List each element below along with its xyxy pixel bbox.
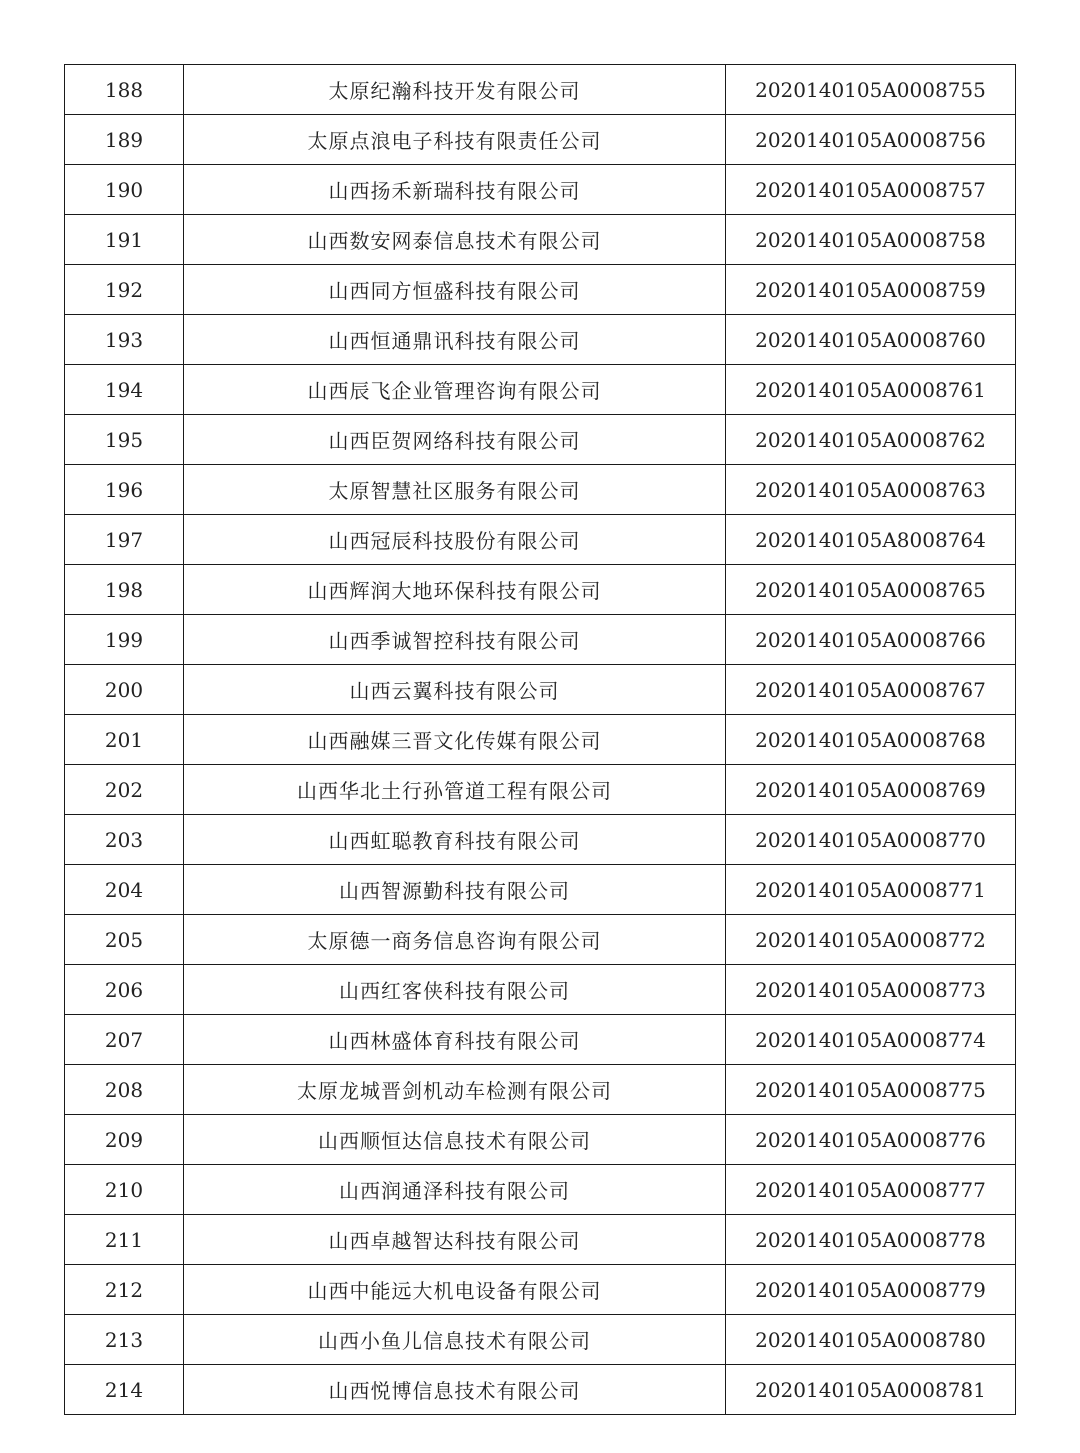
company-name-cell: 山西恒通鼎讯科技有限公司	[184, 315, 726, 365]
company-name-cell: 山西卓越智达科技有限公司	[184, 1215, 726, 1265]
registration-code-cell: 2020140105A0008773	[726, 965, 1016, 1015]
table-row	[65, 815, 1016, 865]
registration-code-cell: 2020140105A0008756	[726, 115, 1016, 165]
table-row	[65, 515, 1016, 565]
row-number-cell: 199	[65, 615, 184, 665]
company-name-cell: 山西小鱼儿信息技术有限公司	[184, 1315, 726, 1365]
row-number-cell: 204	[65, 865, 184, 915]
table-row	[65, 1065, 1016, 1115]
document-page	[64, 64, 1015, 1415]
registration-code-cell: 2020140105A0008780	[726, 1315, 1016, 1365]
registration-code-cell: 2020140105A0008765	[726, 565, 1016, 615]
row-number-cell: 212	[65, 1265, 184, 1315]
row-number-cell: 206	[65, 965, 184, 1015]
table-row	[65, 715, 1016, 765]
registration-code-cell: 2020140105A0008759	[726, 265, 1016, 315]
registration-code-cell: 2020140105A0008779	[726, 1265, 1016, 1315]
company-name-cell: 山西数安网泰信息技术有限公司	[184, 215, 726, 265]
registration-code-cell: 2020140105A0008776	[726, 1115, 1016, 1165]
registration-code-cell: 2020140105A0008772	[726, 915, 1016, 965]
company-name-cell: 山西林盛体育科技有限公司	[184, 1015, 726, 1065]
row-number-cell: 207	[65, 1015, 184, 1065]
row-number-cell: 193	[65, 315, 184, 365]
row-number-cell: 209	[65, 1115, 184, 1165]
registration-code-cell: 2020140105A0008758	[726, 215, 1016, 265]
registration-code-cell: 2020140105A0008767	[726, 665, 1016, 715]
table-row	[65, 765, 1016, 815]
row-number-cell: 211	[65, 1215, 184, 1265]
registration-code-cell: 2020140105A8008764	[726, 515, 1016, 565]
company-name-cell: 山西虹聪教育科技有限公司	[184, 815, 726, 865]
company-name-cell: 山西季诚智控科技有限公司	[184, 615, 726, 665]
row-number-cell: 189	[65, 115, 184, 165]
registration-code-cell: 2020140105A0008760	[726, 315, 1016, 365]
table-row	[65, 415, 1016, 465]
table-row	[65, 215, 1016, 265]
company-name-cell: 太原智慧社区服务有限公司	[184, 465, 726, 515]
row-number-cell: 201	[65, 715, 184, 765]
table-row	[65, 1015, 1016, 1065]
company-name-cell: 太原点浪电子科技有限责任公司	[184, 115, 726, 165]
row-number-cell: 191	[65, 215, 184, 265]
registration-code-cell: 2020140105A0008769	[726, 765, 1016, 815]
table-row	[65, 915, 1016, 965]
registration-code-cell: 2020140105A0008781	[726, 1365, 1016, 1415]
company-name-cell: 山西智源勤科技有限公司	[184, 865, 726, 915]
table-row	[65, 1315, 1016, 1365]
registration-code-cell: 2020140105A0008770	[726, 815, 1016, 865]
company-name-cell: 山西辉润大地环保科技有限公司	[184, 565, 726, 615]
row-number-cell: 208	[65, 1065, 184, 1115]
table-row	[65, 265, 1016, 315]
registration-code-cell: 2020140105A0008775	[726, 1065, 1016, 1115]
company-registry-table	[64, 64, 1016, 1415]
company-name-cell: 山西润通泽科技有限公司	[184, 1165, 726, 1215]
table-row	[65, 365, 1016, 415]
company-name-cell: 山西红客侠科技有限公司	[184, 965, 726, 1015]
row-number-cell: 194	[65, 365, 184, 415]
row-number-cell: 190	[65, 165, 184, 215]
table-row	[65, 1115, 1016, 1165]
row-number-cell: 188	[65, 65, 184, 115]
row-number-cell: 198	[65, 565, 184, 615]
registration-code-cell: 2020140105A0008768	[726, 715, 1016, 765]
row-number-cell: 202	[65, 765, 184, 815]
registration-code-cell: 2020140105A0008762	[726, 415, 1016, 465]
table-row	[65, 165, 1016, 215]
table-row	[65, 1365, 1016, 1415]
table-row	[65, 465, 1016, 515]
table-row	[65, 865, 1016, 915]
registration-code-cell: 2020140105A0008778	[726, 1215, 1016, 1265]
company-name-cell: 山西辰飞企业管理咨询有限公司	[184, 365, 726, 415]
registration-code-cell: 2020140105A0008774	[726, 1015, 1016, 1065]
row-number-cell: 197	[65, 515, 184, 565]
row-number-cell: 214	[65, 1365, 184, 1415]
row-number-cell: 210	[65, 1165, 184, 1215]
company-name-cell: 太原纪瀚科技开发有限公司	[184, 65, 726, 115]
company-name-cell: 山西冠辰科技股份有限公司	[184, 515, 726, 565]
company-name-cell: 山西融媒三晋文化传媒有限公司	[184, 715, 726, 765]
table-row	[65, 65, 1016, 115]
company-name-cell: 山西同方恒盛科技有限公司	[184, 265, 726, 315]
registration-code-cell: 2020140105A0008755	[726, 65, 1016, 115]
table-row	[65, 665, 1016, 715]
table-row	[65, 1165, 1016, 1215]
registration-code-cell: 2020140105A0008757	[726, 165, 1016, 215]
company-name-cell: 山西顺恒达信息技术有限公司	[184, 1115, 726, 1165]
company-name-cell: 太原龙城晋剑机动车检测有限公司	[184, 1065, 726, 1115]
table-row	[65, 315, 1016, 365]
row-number-cell: 200	[65, 665, 184, 715]
table-row	[65, 965, 1016, 1015]
row-number-cell: 196	[65, 465, 184, 515]
table-row	[65, 615, 1016, 665]
table-row	[65, 1265, 1016, 1315]
registration-code-cell: 2020140105A0008763	[726, 465, 1016, 515]
table-row	[65, 1215, 1016, 1265]
company-name-cell: 山西臣贺网络科技有限公司	[184, 415, 726, 465]
row-number-cell: 192	[65, 265, 184, 315]
company-name-cell: 山西华北土行孙管道工程有限公司	[184, 765, 726, 815]
company-name-cell: 山西中能远大机电设备有限公司	[184, 1265, 726, 1315]
registration-code-cell: 2020140105A0008771	[726, 865, 1016, 915]
row-number-cell: 205	[65, 915, 184, 965]
registration-code-cell: 2020140105A0008761	[726, 365, 1016, 415]
table-row	[65, 565, 1016, 615]
table-row	[65, 115, 1016, 165]
company-name-cell: 山西云翼科技有限公司	[184, 665, 726, 715]
table-body	[65, 65, 1016, 1415]
company-name-cell: 太原德一商务信息咨询有限公司	[184, 915, 726, 965]
company-name-cell: 山西扬禾新瑞科技有限公司	[184, 165, 726, 215]
row-number-cell: 195	[65, 415, 184, 465]
registration-code-cell: 2020140105A0008766	[726, 615, 1016, 665]
company-name-cell: 山西悦博信息技术有限公司	[184, 1365, 726, 1415]
registration-code-cell: 2020140105A0008777	[726, 1165, 1016, 1215]
row-number-cell: 203	[65, 815, 184, 865]
row-number-cell: 213	[65, 1315, 184, 1365]
